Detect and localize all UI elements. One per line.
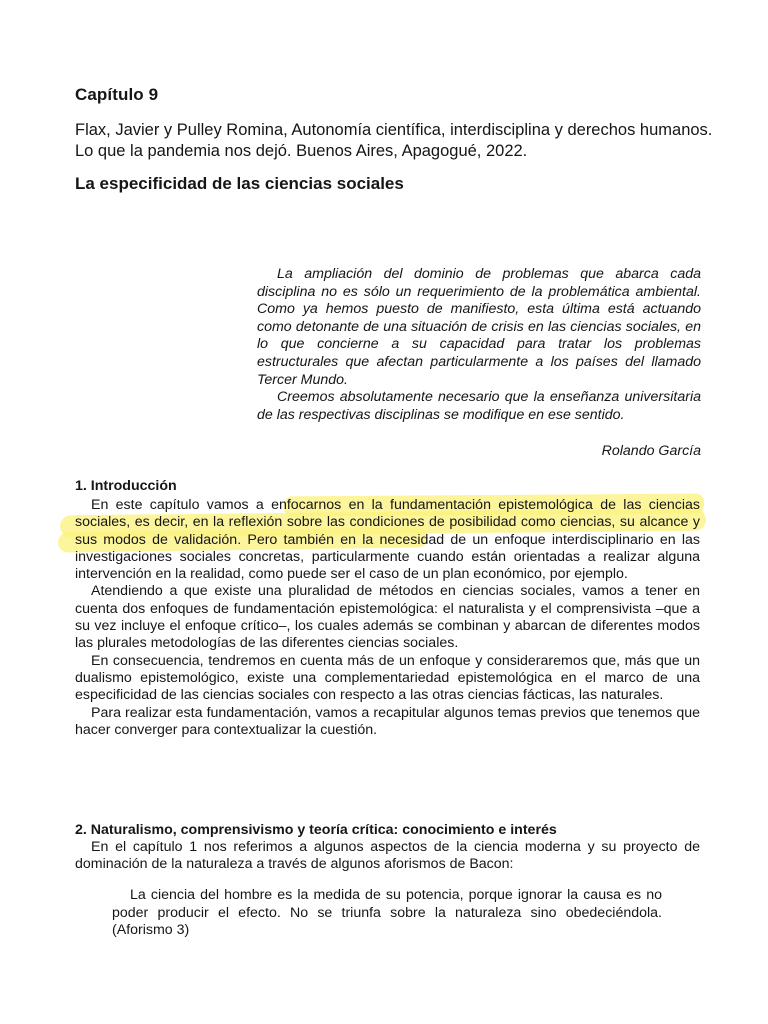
body-paragraph: En el capítulo 1 nos referimos a algunos aspectos de la ciencia moderna y su proyecto de dominación de la naturaleza a través de algunos aforismos de Bacon: — [75, 839, 700, 873]
body-paragraph: Atendiendo a que existe una pluralidad de métodos en ciencias sociales, vamos a tener en cuenta dos enfoques de fundamentación epistemológica: el naturalista y el comprensivista –que a su vez incluye el enfoque crítico–, los cuales además se combinan y abarcan de diferentes modos las plurales metodologías de las diferentes ciencias sociales. — [75, 583, 700, 652]
epigraph-author: Rolando García — [601, 443, 701, 459]
introduction-heading: 1. Introducción — [75, 478, 177, 494]
body-paragraph: En este capítulo vamos a enfocarnos en la fundamentación epistemológica de las ciencias sociales, es decir, en la reflexión sobre las condiciones de posibilidad como ciencias, su alcance y sus modos de validación. Pero también en la necesidad de un enfoque interdisciplinario en las investigaciones sociales concretas, particularmente cuando están orientadas a realizar alguna intervención en la realidad, como puede ser el caso de un plan económico, por ejemplo. — [75, 497, 700, 583]
section2-heading: 2. Naturalismo, comprensivismo y teoría crítica: conocimiento e interés — [75, 822, 557, 838]
section-title: La especificidad de las ciencias sociales — [75, 174, 404, 193]
quote-text: La ciencia del hombre es la medida de su potencia, porque ignorar la causa es no poder producir el efecto. No se triunfa sobre la naturaleza sino obedeciéndola. (Aforismo 3) — [112, 887, 662, 938]
introduction-body — [75, 497, 700, 739]
chapter-label: Capítulo 9 — [75, 85, 159, 104]
bibliographic-reference: Flax, Javier y Pulley Romina, Autonomía científica, interdisciplina y derechos humanos. Lo que la pandemia nos dejó. Buenos Aires, Apagogué, 2022. — [75, 121, 713, 160]
epigraph-paragraph: La ampliación del dominio de problemas que abarca cada disciplina no es sólo un requerimiento de la problemática ambiental. Como ya hemos puesto de manifiesto, esta última está actuando como detonante de una situación de crisis en las ciencias sociales, en lo que concierne a su capacidad para tratar los problemas estructurales que afectan particularmente a los países del llamado Tercer Mundo. — [257, 266, 701, 388]
section2-body — [75, 839, 700, 874]
epigraph — [257, 266, 701, 424]
body-paragraph: Para realizar esta fundamentación, vamos a recapitular algunos temas previos que tenemos que hacer converger para contextualizar la cuestión. — [75, 704, 700, 738]
block-quote — [112, 887, 662, 940]
epigraph-paragraph: Creemos absolutamente necesario que la enseñanza universitaria de las respectivas disciplinas se modifique en ese sentido. — [257, 389, 701, 423]
body-paragraph: En consecuencia, tendremos en cuenta más de un enfoque y consideraremos que, más que un dualismo epistemológico, existe una complementariedad epistemológica en el marco de una especificidad de las ciencias sociales con respecto a las otras ciencias fácticas, las naturales. — [75, 652, 700, 704]
